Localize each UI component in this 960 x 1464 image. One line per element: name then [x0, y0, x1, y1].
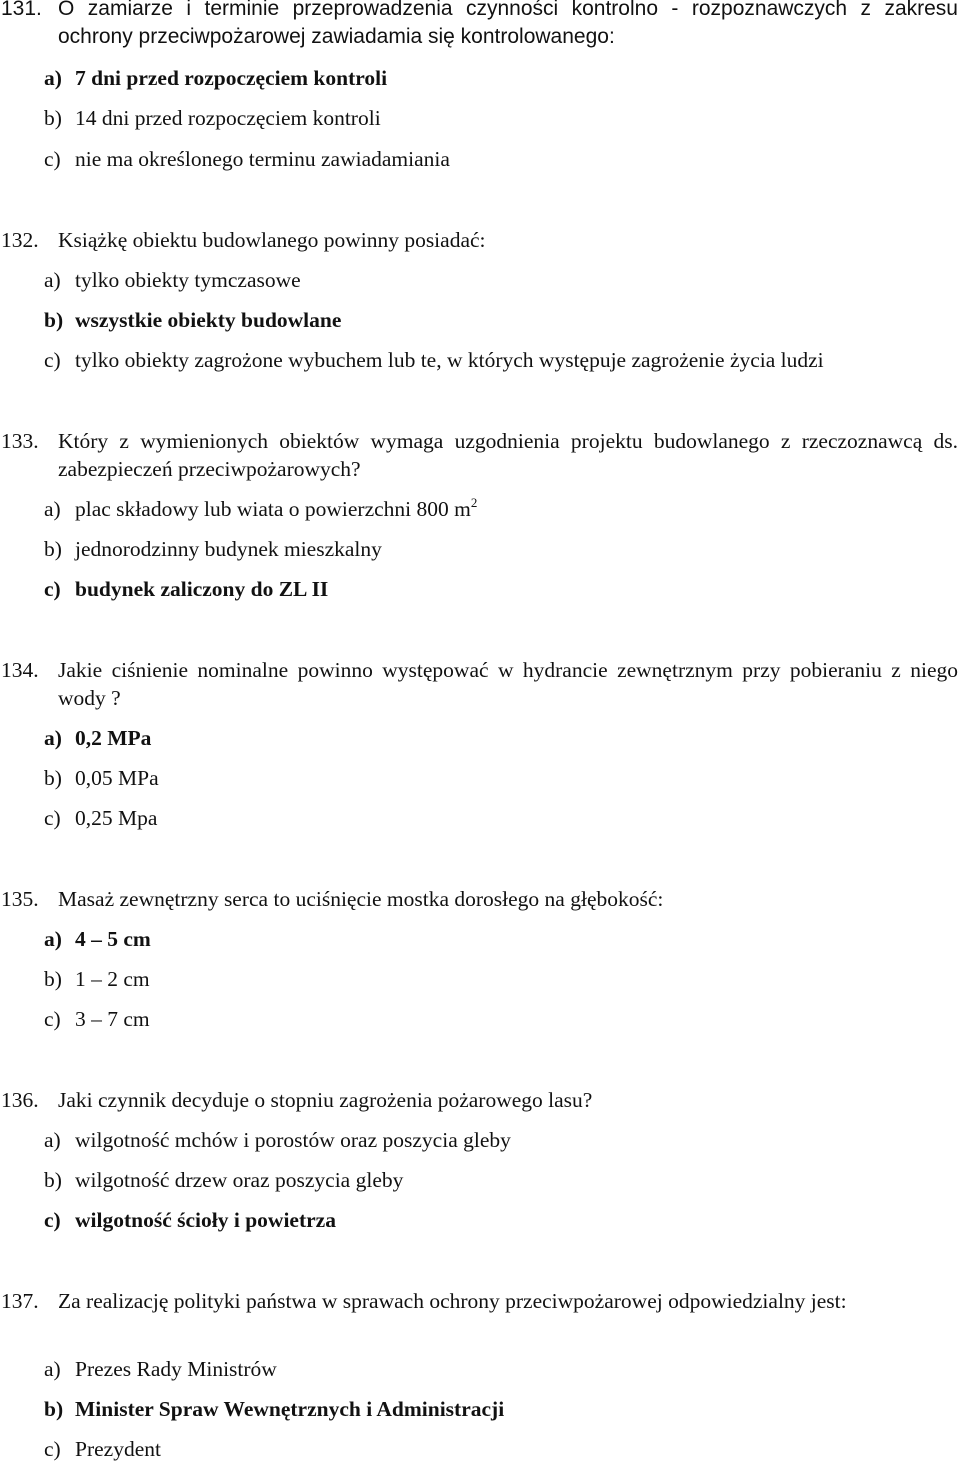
answer-135-b: [44, 965, 150, 993]
answer-letter: b): [44, 1168, 62, 1192]
answer-text: plac składowy lub wiata o powierzchni 800 m: [75, 497, 471, 521]
question-text: Który z wymienionych obiektów wymaga uzgodnienia projektu budowlanego z rzeczoznawcą ds. zabezpieczeń przeciwpożarowych?: [58, 429, 958, 481]
question-131: [0, 0, 960, 51]
answer-text: tylko obiekty tymczasowe: [75, 268, 301, 292]
answer-letter: c): [44, 147, 61, 171]
answer-132-b: [44, 306, 341, 334]
question-number: 136.: [1, 1088, 39, 1112]
question-136: [0, 1086, 960, 1114]
answer-text: jednorodzinny budynek mieszkalny: [75, 537, 382, 561]
answer-136-a: [44, 1126, 511, 1154]
answer-letter: a): [44, 268, 61, 292]
answer-133-a: [44, 495, 477, 523]
answer-text: wszystkie obiekty budowlane: [75, 308, 342, 332]
answer-131-c: [44, 145, 450, 173]
question-number: 131.: [1, 0, 42, 20]
answer-text: 1 – 2 cm: [75, 967, 150, 991]
answer-text: 4 – 5 cm: [75, 927, 151, 951]
answer-text: Minister Spraw Wewnętrznych i Administracji: [75, 1397, 505, 1421]
answer-letter: c): [44, 348, 61, 372]
question-text: Masaż zewnętrzny serca to uciśnięcie mostka dorosłego na głębokość:: [58, 887, 664, 911]
answer-132-a: [44, 266, 301, 294]
superscript: 2: [470, 495, 478, 510]
answer-135-a: [44, 925, 151, 953]
answer-text: 0,05 MPa: [75, 766, 159, 790]
answer-137-a: [44, 1355, 277, 1383]
question-134: [0, 656, 960, 712]
answer-text: wilgotność mchów i porostów oraz poszycia gleby: [75, 1128, 511, 1152]
answer-133-c: [44, 575, 328, 603]
question-text: Za realizację polityki państwa w sprawach ochrony przeciwpożarowej odpowiedzialny jest:: [58, 1289, 847, 1313]
answer-letter: c): [44, 1208, 61, 1232]
answer-text: wilgotność drzew oraz poszycia gleby: [75, 1168, 404, 1192]
answer-text: wilgotność ścioły i powietrza: [75, 1208, 336, 1232]
question-text: Jakie ciśnienie nominalne powinno występować w hydrancie zewnętrznym przy pobieraniu z niego wody ?: [58, 658, 958, 710]
question-number: 133.: [1, 429, 39, 453]
answer-text: 14 dni przed rozpoczęciem kontroli: [75, 106, 381, 130]
answer-131-b: [44, 104, 381, 132]
question-133: [0, 427, 960, 483]
answer-text: Prezydent: [75, 1437, 161, 1461]
answer-text: 7 dni przed rozpoczęciem kontroli: [75, 66, 388, 90]
answer-text: 0,25 Mpa: [75, 806, 158, 830]
answer-letter: b): [44, 766, 62, 790]
answer-text: 0,2 MPa: [75, 726, 152, 750]
question-137: [0, 1287, 960, 1315]
answer-letter: b): [44, 308, 64, 332]
answer-136-c: [44, 1206, 336, 1234]
answer-letter: c): [44, 1437, 61, 1461]
answer-letter: c): [44, 1007, 61, 1031]
answer-134-b: [44, 764, 159, 792]
answer-135-c: [44, 1005, 150, 1033]
answer-text: nie ma określonego terminu zawiadamiania: [75, 147, 450, 171]
answer-letter: a): [44, 66, 62, 90]
answer-letter: b): [44, 967, 62, 991]
answer-text: Prezes Rady Ministrów: [75, 1357, 277, 1381]
answer-133-b: [44, 535, 382, 563]
question-number: 132.: [1, 228, 39, 252]
question-text: Jaki czynnik decyduje o stopniu zagrożenia pożarowego lasu?: [58, 1088, 593, 1112]
answer-136-b: [44, 1166, 403, 1194]
question-number: 134.: [1, 658, 39, 682]
question-number: 137.: [1, 1289, 39, 1313]
answer-text: 3 – 7 cm: [75, 1007, 150, 1031]
question-132: [0, 226, 960, 254]
answer-134-c: [44, 804, 157, 832]
answer-137-b: [44, 1395, 504, 1423]
answer-134-a: [44, 724, 151, 752]
question-text: Książkę obiektu budowlanego powinny posiadać:: [58, 228, 486, 252]
question-number: 135.: [1, 887, 39, 911]
answer-137-c: [44, 1435, 161, 1463]
answer-letter: a): [44, 927, 62, 951]
answer-letter: b): [44, 106, 62, 130]
answer-131-a: [44, 64, 387, 92]
answer-letter: c): [44, 577, 61, 601]
answer-letter: b): [44, 537, 62, 561]
answer-letter: b): [44, 1397, 64, 1421]
answer-letter: a): [44, 726, 62, 750]
answer-132-c: [44, 346, 824, 374]
answer-letter: a): [44, 497, 61, 521]
question-text: O zamiarze i terminie przeprowadzenia czynności kontrolno - rozpoznawczych z zakresu ochrony przeciwpożarowej zawiadamia się kontrolowanego:: [58, 0, 958, 48]
question-135: [0, 885, 960, 913]
answer-letter: a): [44, 1128, 61, 1152]
answer-letter: c): [44, 806, 61, 830]
answer-text: tylko obiekty zagrożone wybuchem lub te, w których występuje zagrożenie życia ludzi: [75, 348, 824, 372]
answer-letter: a): [44, 1357, 61, 1381]
answer-text: budynek zaliczony do ZL II: [75, 577, 329, 601]
